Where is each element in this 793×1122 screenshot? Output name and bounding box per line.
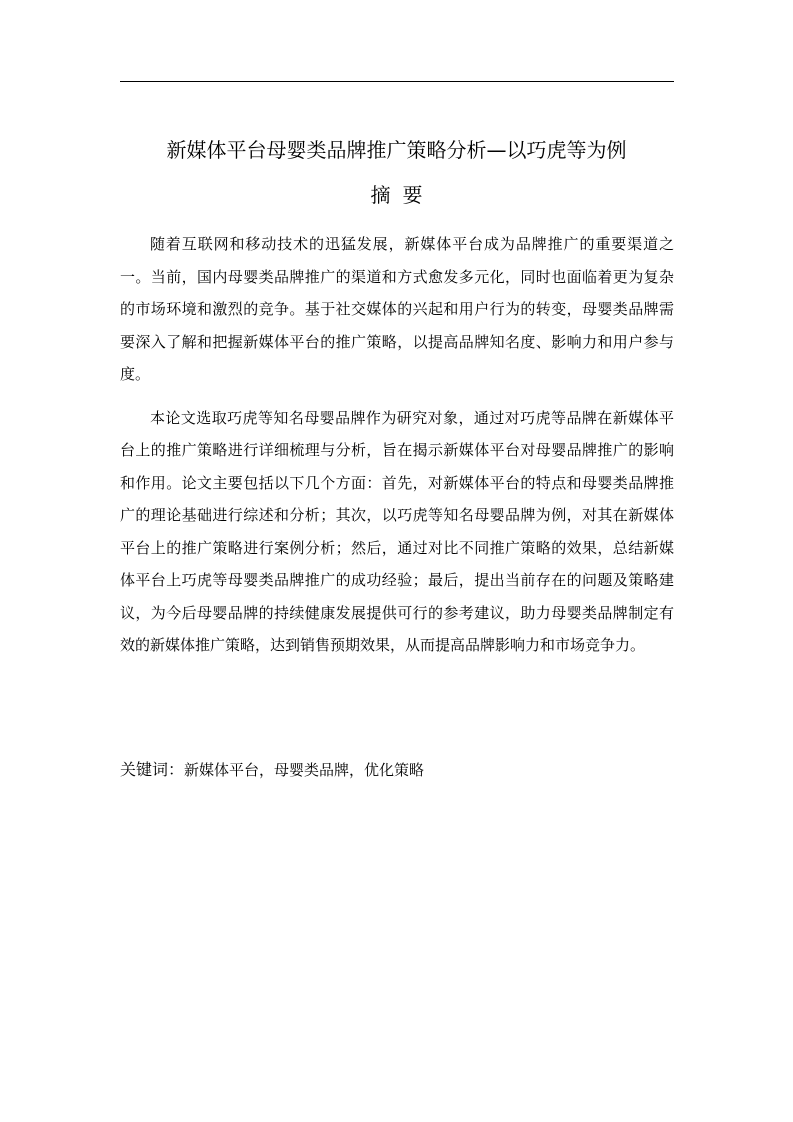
document-title: 新媒体平台母婴类品牌推广策略分析—以巧虎等为例	[166, 138, 627, 162]
keywords-label: 关键词：	[120, 760, 185, 779]
abstract-heading: 摘要	[370, 183, 435, 207]
keywords-line	[120, 756, 674, 784]
abstract-paragraph-1: 随着互联网和移动技术的迅猛发展，新媒体平台成为品牌推广的重要渠道之一。当前，国内母婴类品牌推广的渠道和方式愈发多元化，同时也面临着更为复杂的市场环境和激烈的竞争。基于社交媒体的兴起和用户行为的转变，母婴类品牌需要深入了解和把握新媒体平台的推广策略，以提高品牌知名度、影响力和用户参与度。	[120, 235, 674, 383]
header-rule	[120, 81, 674, 82]
keywords-value: 新媒体平台，母婴类品牌，优化策略	[184, 761, 425, 779]
abstract-paragraph-2: 本论文选取巧虎等知名母婴品牌作为研究对象，通过对巧虎等品牌在新媒体平台上的推广策略进行详细梳理与分析，旨在揭示新媒体平台对母婴品牌推广的影响和作用。论文主要包括以下几个方面：首先，对新媒体平台的特点和母婴类品牌推广的理论基础进行综述和分析；其次，以巧虎等知名母婴品牌为例，对其在新媒体平台上的推广策略进行案例分析；然后，通过对比不同推广策略的效果，总结新媒体平台上巧虎等母婴类品牌推广的成功经验；最后，提出当前存在的问题及策略建议，为今后母婴品牌的持续健康发展提供可行的参考建议，助力母婴类品牌制定有效的新媒体推广策略，达到销售预期效果，从而提高品牌影响力和市场竞争力。	[120, 408, 674, 654]
abstract-body	[120, 228, 674, 662]
